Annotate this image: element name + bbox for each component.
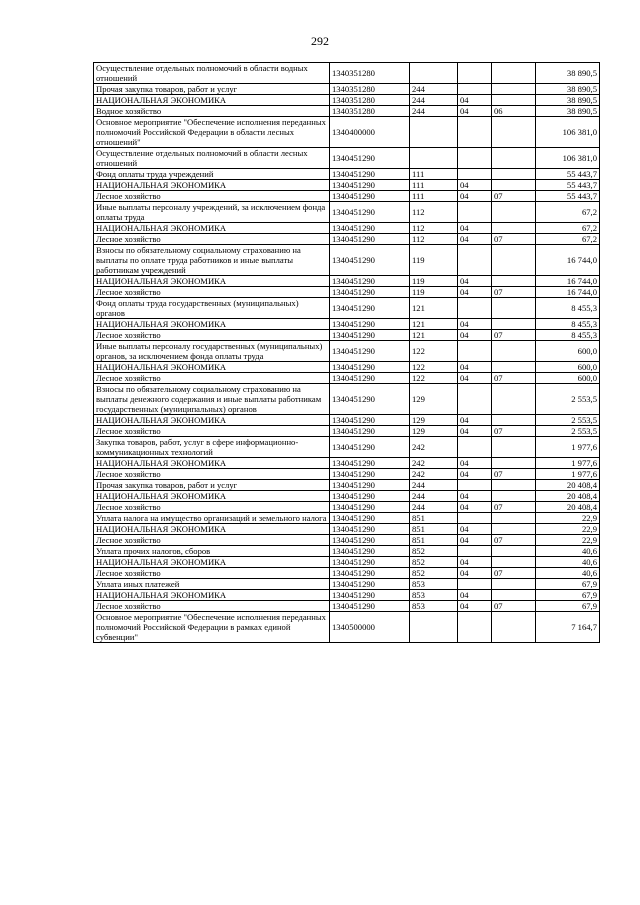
row-section-cell: 04: [458, 330, 492, 341]
row-name-cell: НАЦИОНАЛЬНАЯ ЭКОНОМИКА: [94, 590, 330, 601]
row-code-cell: 1340500000: [330, 612, 410, 643]
row-expense-type-cell: 244: [410, 106, 458, 117]
row-amount-cell: 1 977,6: [536, 458, 600, 469]
table-row: [94, 362, 600, 373]
row-amount-cell: 2 553,5: [536, 384, 600, 415]
row-expense-type-cell: 851: [410, 535, 458, 546]
row-name-cell: Иные выплаты персоналу государственных (муниципальных) органов, за исключением фонда оплаты труда: [94, 341, 330, 362]
row-code-cell: 1340451290: [330, 223, 410, 234]
table-row: [94, 63, 600, 84]
row-section-cell: 04: [458, 491, 492, 502]
row-name-cell: Прочая закупка товаров, работ и услуг: [94, 84, 330, 95]
row-section-cell: [458, 384, 492, 415]
row-code-cell: 1340451290: [330, 148, 410, 169]
row-subsection-cell: [492, 437, 536, 458]
row-section-cell: [458, 480, 492, 491]
row-name-cell: Уплата прочих налогов, сборов: [94, 546, 330, 557]
table-row: [94, 491, 600, 502]
row-expense-type-cell: 122: [410, 341, 458, 362]
row-name-cell: НАЦИОНАЛЬНАЯ ЭКОНОМИКА: [94, 458, 330, 469]
row-amount-cell: 67,2: [536, 202, 600, 223]
row-name-cell: Водное хозяйство: [94, 106, 330, 117]
row-section-cell: 04: [458, 106, 492, 117]
row-name-cell: НАЦИОНАЛЬНАЯ ЭКОНОМИКА: [94, 362, 330, 373]
row-code-cell: 1340451290: [330, 373, 410, 384]
row-code-cell: 1340451290: [330, 557, 410, 568]
row-amount-cell: 1 977,6: [536, 469, 600, 480]
row-section-cell: 04: [458, 362, 492, 373]
row-code-cell: 1340451290: [330, 245, 410, 276]
row-name-cell: Прочая закупка товаров, работ и услуг: [94, 480, 330, 491]
row-amount-cell: 22,9: [536, 513, 600, 524]
row-section-cell: 04: [458, 287, 492, 298]
row-section-cell: [458, 245, 492, 276]
row-section-cell: 04: [458, 319, 492, 330]
table-row: [94, 169, 600, 180]
row-expense-type-cell: 119: [410, 287, 458, 298]
table-row: [94, 415, 600, 426]
row-subsection-cell: [492, 180, 536, 191]
row-name-cell: Основное мероприятие "Обеспечение исполнения переданных полномочий Российской Федерации в рамках единой субвенции": [94, 612, 330, 643]
row-expense-type-cell: [410, 63, 458, 84]
row-expense-type-cell: 853: [410, 590, 458, 601]
row-section-cell: 04: [458, 223, 492, 234]
row-code-cell: 1340451290: [330, 426, 410, 437]
row-section-cell: [458, 169, 492, 180]
row-code-cell: 1340451290: [330, 415, 410, 426]
row-section-cell: [458, 117, 492, 148]
row-expense-type-cell: 244: [410, 491, 458, 502]
row-amount-cell: 55 443,7: [536, 169, 600, 180]
row-subsection-cell: 07: [492, 535, 536, 546]
row-name-cell: Основное мероприятие "Обеспечение исполнения переданных полномочий Российской Федерации в области лесных отношений": [94, 117, 330, 148]
row-amount-cell: 55 443,7: [536, 180, 600, 191]
table-row: [94, 276, 600, 287]
row-name-cell: Лесное хозяйство: [94, 287, 330, 298]
row-code-cell: 1340451290: [330, 590, 410, 601]
row-section-cell: 04: [458, 276, 492, 287]
row-code-cell: 1340451290: [330, 202, 410, 223]
row-expense-type-cell: 122: [410, 362, 458, 373]
row-section-cell: 04: [458, 426, 492, 437]
row-subsection-cell: [492, 524, 536, 535]
row-subsection-cell: 07: [492, 502, 536, 513]
row-amount-cell: 38 890,5: [536, 95, 600, 106]
row-amount-cell: 22,9: [536, 524, 600, 535]
table-row: [94, 546, 600, 557]
row-name-cell: Лесное хозяйство: [94, 601, 330, 612]
row-expense-type-cell: 122: [410, 373, 458, 384]
row-code-cell: 1340451290: [330, 469, 410, 480]
row-expense-type-cell: 244: [410, 84, 458, 95]
row-section-cell: 04: [458, 502, 492, 513]
table-row: [94, 601, 600, 612]
row-name-cell: Лесное хозяйство: [94, 191, 330, 202]
row-expense-type-cell: 121: [410, 319, 458, 330]
row-name-cell: Взносы по обязательному социальному страхованию на выплаты по оплате труда работников и иные выплаты работникам учреждений: [94, 245, 330, 276]
row-expense-type-cell: 121: [410, 330, 458, 341]
table-row: [94, 458, 600, 469]
row-subsection-cell: [492, 276, 536, 287]
row-code-cell: 1340451290: [330, 513, 410, 524]
row-amount-cell: 38 890,5: [536, 106, 600, 117]
row-subsection-cell: [492, 169, 536, 180]
page-number: 292: [311, 34, 329, 48]
table-row: [94, 568, 600, 579]
row-amount-cell: 38 890,5: [536, 63, 600, 84]
row-expense-type-cell: 119: [410, 245, 458, 276]
row-code-cell: 1340351280: [330, 84, 410, 95]
row-expense-type-cell: 112: [410, 202, 458, 223]
row-subsection-cell: [492, 95, 536, 106]
row-code-cell: 1340451290: [330, 362, 410, 373]
row-name-cell: Уплата налога на имущество организаций и земельного налога: [94, 513, 330, 524]
row-section-cell: 04: [458, 568, 492, 579]
row-subsection-cell: 07: [492, 287, 536, 298]
table-row: [94, 502, 600, 513]
row-expense-type-cell: [410, 117, 458, 148]
row-subsection-cell: [492, 546, 536, 557]
row-amount-cell: 67,9: [536, 590, 600, 601]
table-row: [94, 95, 600, 106]
row-subsection-cell: [492, 117, 536, 148]
row-code-cell: 1340451290: [330, 384, 410, 415]
row-code-cell: 1340451290: [330, 287, 410, 298]
row-expense-type-cell: 852: [410, 568, 458, 579]
row-subsection-cell: 07: [492, 191, 536, 202]
row-code-cell: 1340451290: [330, 579, 410, 590]
row-amount-cell: 67,9: [536, 601, 600, 612]
row-expense-type-cell: [410, 148, 458, 169]
row-amount-cell: 20 408,4: [536, 502, 600, 513]
row-name-cell: Лесное хозяйство: [94, 502, 330, 513]
row-subsection-cell: [492, 415, 536, 426]
table-row: [94, 298, 600, 319]
row-expense-type-cell: 242: [410, 437, 458, 458]
row-code-cell: 1340451290: [330, 546, 410, 557]
row-code-cell: 1340351280: [330, 106, 410, 117]
row-subsection-cell: [492, 384, 536, 415]
row-expense-type-cell: 111: [410, 191, 458, 202]
row-subsection-cell: [492, 202, 536, 223]
row-subsection-cell: [492, 458, 536, 469]
row-section-cell: [458, 513, 492, 524]
row-name-cell: Осуществление отдельных полномочий в области лесных отношений: [94, 148, 330, 169]
row-subsection-cell: 07: [492, 426, 536, 437]
table-row: [94, 557, 600, 568]
row-name-cell: НАЦИОНАЛЬНАЯ ЭКОНОМИКА: [94, 415, 330, 426]
row-expense-type-cell: 852: [410, 557, 458, 568]
row-name-cell: Лесное хозяйство: [94, 234, 330, 245]
row-amount-cell: 22,9: [536, 535, 600, 546]
row-amount-cell: 67,2: [536, 223, 600, 234]
table-row: [94, 319, 600, 330]
row-amount-cell: 106 381,0: [536, 148, 600, 169]
row-code-cell: 1340451290: [330, 502, 410, 513]
row-section-cell: 04: [458, 415, 492, 426]
row-section-cell: 04: [458, 524, 492, 535]
row-section-cell: 04: [458, 180, 492, 191]
row-name-cell: Лесное хозяйство: [94, 535, 330, 546]
row-section-cell: [458, 202, 492, 223]
table-row: [94, 590, 600, 601]
row-name-cell: Лесное хозяйство: [94, 469, 330, 480]
row-amount-cell: 40,6: [536, 557, 600, 568]
table-row: [94, 330, 600, 341]
row-name-cell: Фонд оплаты труда государственных (муниципальных) органов: [94, 298, 330, 319]
row-code-cell: 1340451290: [330, 180, 410, 191]
row-subsection-cell: 07: [492, 234, 536, 245]
row-code-cell: 1340351280: [330, 63, 410, 84]
row-subsection-cell: [492, 612, 536, 643]
table-row: [94, 612, 600, 643]
row-code-cell: 1340451290: [330, 535, 410, 546]
row-section-cell: 04: [458, 535, 492, 546]
row-subsection-cell: 07: [492, 568, 536, 579]
row-name-cell: Лесное хозяйство: [94, 568, 330, 579]
row-code-cell: 1340451290: [330, 437, 410, 458]
row-amount-cell: 106 381,0: [536, 117, 600, 148]
row-code-cell: 1340451290: [330, 601, 410, 612]
row-section-cell: 04: [458, 601, 492, 612]
row-section-cell: 04: [458, 234, 492, 245]
row-amount-cell: 38 890,5: [536, 84, 600, 95]
row-section-cell: 04: [458, 557, 492, 568]
row-subsection-cell: [492, 590, 536, 601]
row-amount-cell: 600,0: [536, 373, 600, 384]
row-amount-cell: 1 977,6: [536, 437, 600, 458]
row-expense-type-cell: 111: [410, 180, 458, 191]
row-subsection-cell: [492, 148, 536, 169]
row-subsection-cell: [492, 298, 536, 319]
budget-table-body: [94, 63, 600, 643]
table-row: [94, 245, 600, 276]
row-expense-type-cell: 129: [410, 426, 458, 437]
row-name-cell: Взносы по обязательному социальному страхованию на выплаты денежного содержания и иные выплаты работникам государственных (муниципальных) органов: [94, 384, 330, 415]
row-expense-type-cell: 852: [410, 546, 458, 557]
row-code-cell: 1340451290: [330, 458, 410, 469]
row-name-cell: НАЦИОНАЛЬНАЯ ЭКОНОМИКА: [94, 524, 330, 535]
row-subsection-cell: [492, 319, 536, 330]
row-amount-cell: 600,0: [536, 362, 600, 373]
row-code-cell: 1340451290: [330, 169, 410, 180]
row-expense-type-cell: 112: [410, 223, 458, 234]
row-section-cell: 04: [458, 191, 492, 202]
row-expense-type-cell: 129: [410, 415, 458, 426]
table-row: [94, 117, 600, 148]
row-amount-cell: 67,2: [536, 234, 600, 245]
table-row: [94, 180, 600, 191]
row-section-cell: 04: [458, 458, 492, 469]
table-row: [94, 287, 600, 298]
table-row: [94, 535, 600, 546]
row-expense-type-cell: 853: [410, 601, 458, 612]
row-expense-type-cell: 242: [410, 469, 458, 480]
row-subsection-cell: 07: [492, 373, 536, 384]
row-amount-cell: 8 455,3: [536, 330, 600, 341]
row-subsection-cell: [492, 480, 536, 491]
row-subsection-cell: [492, 223, 536, 234]
row-subsection-cell: [492, 63, 536, 84]
row-code-cell: 1340451290: [330, 568, 410, 579]
row-code-cell: 1340451290: [330, 341, 410, 362]
row-expense-type-cell: 112: [410, 234, 458, 245]
row-expense-type-cell: 853: [410, 579, 458, 590]
row-expense-type-cell: 129: [410, 384, 458, 415]
row-code-cell: 1340451290: [330, 276, 410, 287]
table-row: [94, 234, 600, 245]
row-expense-type-cell: 244: [410, 480, 458, 491]
row-subsection-cell: 07: [492, 601, 536, 612]
row-code-cell: 1340451290: [330, 191, 410, 202]
row-section-cell: [458, 546, 492, 557]
table-row: [94, 148, 600, 169]
row-name-cell: НАЦИОНАЛЬНАЯ ЭКОНОМИКА: [94, 319, 330, 330]
row-expense-type-cell: 121: [410, 298, 458, 319]
row-name-cell: НАЦИОНАЛЬНАЯ ЭКОНОМИКА: [94, 95, 330, 106]
row-amount-cell: 7 164,7: [536, 612, 600, 643]
row-name-cell: НАЦИОНАЛЬНАЯ ЭКОНОМИКА: [94, 491, 330, 502]
row-code-cell: 1340451290: [330, 330, 410, 341]
row-subsection-cell: [492, 362, 536, 373]
row-expense-type-cell: 851: [410, 513, 458, 524]
row-subsection-cell: 06: [492, 106, 536, 117]
row-name-cell: Закупка товаров, работ, услуг в сфере информационно-коммуникационных технологий: [94, 437, 330, 458]
table-row: [94, 480, 600, 491]
row-subsection-cell: [492, 513, 536, 524]
row-code-cell: 1340400000: [330, 117, 410, 148]
row-expense-type-cell: 242: [410, 458, 458, 469]
row-section-cell: 04: [458, 590, 492, 601]
table-row: [94, 223, 600, 234]
row-amount-cell: 8 455,3: [536, 298, 600, 319]
row-section-cell: [458, 298, 492, 319]
budget-table: [93, 62, 600, 643]
row-name-cell: НАЦИОНАЛЬНАЯ ЭКОНОМИКА: [94, 180, 330, 191]
table-row: [94, 106, 600, 117]
row-section-cell: [458, 63, 492, 84]
row-subsection-cell: [492, 341, 536, 362]
row-expense-type-cell: 119: [410, 276, 458, 287]
row-code-cell: 1340451290: [330, 298, 410, 319]
row-amount-cell: 55 443,7: [536, 191, 600, 202]
row-amount-cell: 40,6: [536, 568, 600, 579]
row-expense-type-cell: 851: [410, 524, 458, 535]
table-row: [94, 513, 600, 524]
row-section-cell: 04: [458, 469, 492, 480]
row-section-cell: [458, 612, 492, 643]
row-amount-cell: 600,0: [536, 341, 600, 362]
row-subsection-cell: [492, 245, 536, 276]
row-name-cell: НАЦИОНАЛЬНАЯ ЭКОНОМИКА: [94, 223, 330, 234]
table-row: [94, 191, 600, 202]
row-amount-cell: 20 408,4: [536, 491, 600, 502]
row-amount-cell: 67,9: [536, 579, 600, 590]
row-name-cell: Лесное хозяйство: [94, 330, 330, 341]
row-name-cell: Иные выплаты персоналу учреждений, за исключением фонда оплаты труда: [94, 202, 330, 223]
table-row: [94, 84, 600, 95]
row-subsection-cell: [492, 579, 536, 590]
table-row: [94, 579, 600, 590]
row-expense-type-cell: 111: [410, 169, 458, 180]
table-row: [94, 426, 600, 437]
row-amount-cell: 16 744,0: [536, 245, 600, 276]
table-row: [94, 373, 600, 384]
row-section-cell: [458, 148, 492, 169]
row-code-cell: 1340451290: [330, 234, 410, 245]
table-row: [94, 469, 600, 480]
table-row: [94, 341, 600, 362]
row-expense-type-cell: 244: [410, 502, 458, 513]
row-code-cell: 1340351280: [330, 95, 410, 106]
row-name-cell: Уплата иных платежей: [94, 579, 330, 590]
row-code-cell: 1340451290: [330, 319, 410, 330]
row-subsection-cell: 07: [492, 330, 536, 341]
table-row: [94, 384, 600, 415]
row-subsection-cell: 07: [492, 469, 536, 480]
row-subsection-cell: [492, 491, 536, 502]
row-amount-cell: 2 553,5: [536, 426, 600, 437]
row-section-cell: [458, 437, 492, 458]
row-name-cell: НАЦИОНАЛЬНАЯ ЭКОНОМИКА: [94, 557, 330, 568]
row-code-cell: 1340451290: [330, 491, 410, 502]
row-expense-type-cell: 244: [410, 95, 458, 106]
row-section-cell: 04: [458, 95, 492, 106]
row-amount-cell: 8 455,3: [536, 319, 600, 330]
row-code-cell: 1340451290: [330, 480, 410, 491]
row-amount-cell: 20 408,4: [536, 480, 600, 491]
row-expense-type-cell: [410, 612, 458, 643]
table-row: [94, 202, 600, 223]
row-subsection-cell: [492, 84, 536, 95]
row-code-cell: 1340451290: [330, 524, 410, 535]
row-amount-cell: 16 744,0: [536, 276, 600, 287]
table-row: [94, 524, 600, 535]
row-section-cell: [458, 84, 492, 95]
row-name-cell: Лесное хозяйство: [94, 426, 330, 437]
row-amount-cell: 2 553,5: [536, 415, 600, 426]
row-amount-cell: 40,6: [536, 546, 600, 557]
row-amount-cell: 16 744,0: [536, 287, 600, 298]
row-section-cell: 04: [458, 373, 492, 384]
row-section-cell: [458, 341, 492, 362]
row-subsection-cell: [492, 557, 536, 568]
row-name-cell: Осуществление отдельных полномочий в области водных отношений: [94, 63, 330, 84]
row-name-cell: Лесное хозяйство: [94, 373, 330, 384]
row-name-cell: НАЦИОНАЛЬНАЯ ЭКОНОМИКА: [94, 276, 330, 287]
table-row: [94, 437, 600, 458]
row-section-cell: [458, 579, 492, 590]
row-name-cell: Фонд оплаты труда учреждений: [94, 169, 330, 180]
